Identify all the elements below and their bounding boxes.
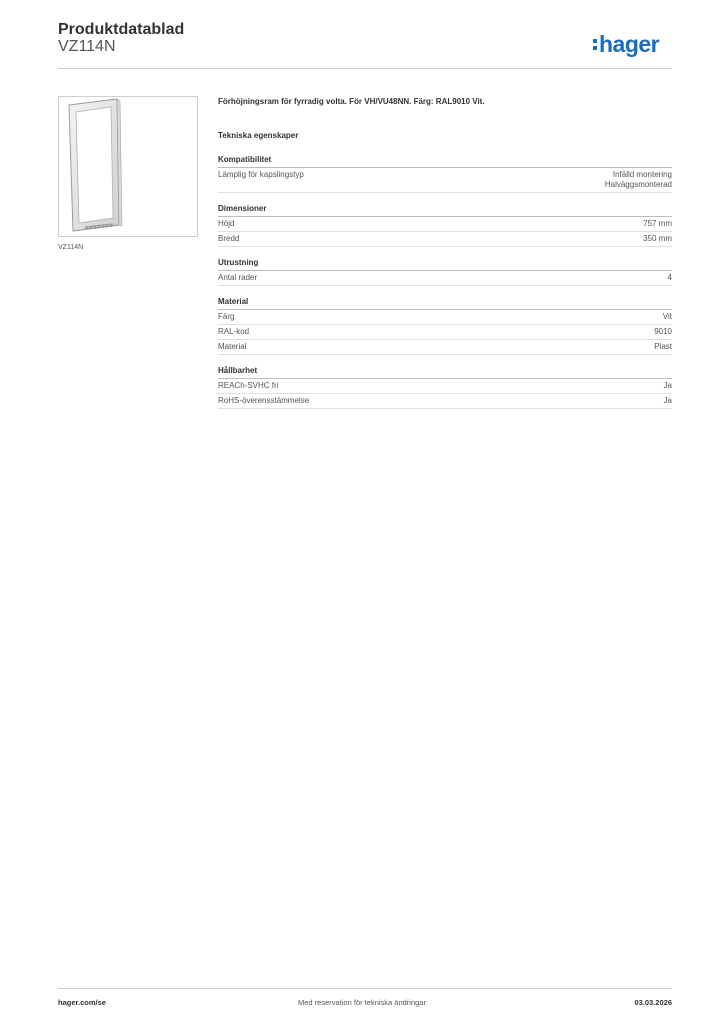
footer-date: 03.03.2026 [634, 998, 672, 1007]
spec-label: REACh-SVHC fri [218, 381, 279, 390]
spec-value-line: Infälld montering [612, 170, 672, 179]
spec-value: Vit [662, 312, 672, 321]
spec-label: RAL-kod [218, 327, 250, 336]
spec-label: RoHS-överensstämmelse [218, 396, 310, 405]
spec-row [218, 271, 672, 286]
spec-value: 9010 [654, 327, 672, 336]
spec-row [218, 217, 672, 232]
spec-group-title: Hållbarhet [218, 366, 672, 379]
spec-label: Färg [218, 312, 235, 321]
spec-group-dimensioner [218, 204, 672, 247]
spec-value: Ja [663, 396, 672, 405]
spec-row [218, 232, 672, 247]
spec-label: Höjd [218, 219, 235, 228]
spec-group-hallbarhet [218, 366, 672, 409]
product-code: VZ114N [58, 38, 116, 55]
footer-divider [58, 988, 672, 989]
spec-label: Bredd [218, 234, 240, 243]
spec-group-material [218, 297, 672, 355]
specs-heading: Tekniska egenskaper [218, 131, 299, 140]
spec-row [218, 310, 672, 325]
spec-value: Ja [663, 381, 672, 390]
spec-group-title: Kompatibilitet [218, 155, 672, 168]
spec-label: Lämplig för kapslingstyp [218, 170, 304, 179]
spec-row [218, 325, 672, 340]
frame-product-icon [59, 97, 197, 236]
header-divider [58, 68, 672, 69]
spec-group-title: Dimensioner [218, 204, 672, 217]
spec-value [605, 170, 672, 190]
spec-row [218, 168, 672, 193]
footer-website-link[interactable]: hager.com/se [58, 998, 106, 1007]
spec-value-line: Halväggsmonterad [604, 180, 672, 189]
spec-group-utrustning [218, 258, 672, 286]
page-title: Produktdatablad [58, 21, 185, 38]
spec-row [218, 394, 672, 409]
spec-label: Antal rader [218, 273, 258, 282]
hager-logo [593, 30, 659, 58]
spec-value: 757 mm [643, 219, 672, 228]
spec-value: 350 mm [643, 234, 672, 243]
image-caption: VZ114N [58, 244, 84, 251]
spec-row [218, 340, 672, 355]
spec-value: 4 [667, 273, 672, 282]
spec-value: Plast [654, 342, 672, 351]
logo-dots-icon [593, 39, 597, 50]
product-description: Förhöjningsram för fyrradig volta. För VH/VU48NN. Färg: RAL9010 Vit. [218, 97, 485, 106]
spec-label: Material [218, 342, 247, 351]
spec-group-title: Utrustning [218, 258, 672, 271]
spec-row [218, 379, 672, 394]
specs-table [218, 155, 672, 420]
spec-group-kompatibilitet [218, 155, 672, 193]
footer-note: Med reservation för tekniska ändringar [298, 998, 426, 1007]
logo-text: hager [599, 30, 660, 57]
spec-group-title: Material [218, 297, 672, 310]
product-image [58, 96, 198, 237]
